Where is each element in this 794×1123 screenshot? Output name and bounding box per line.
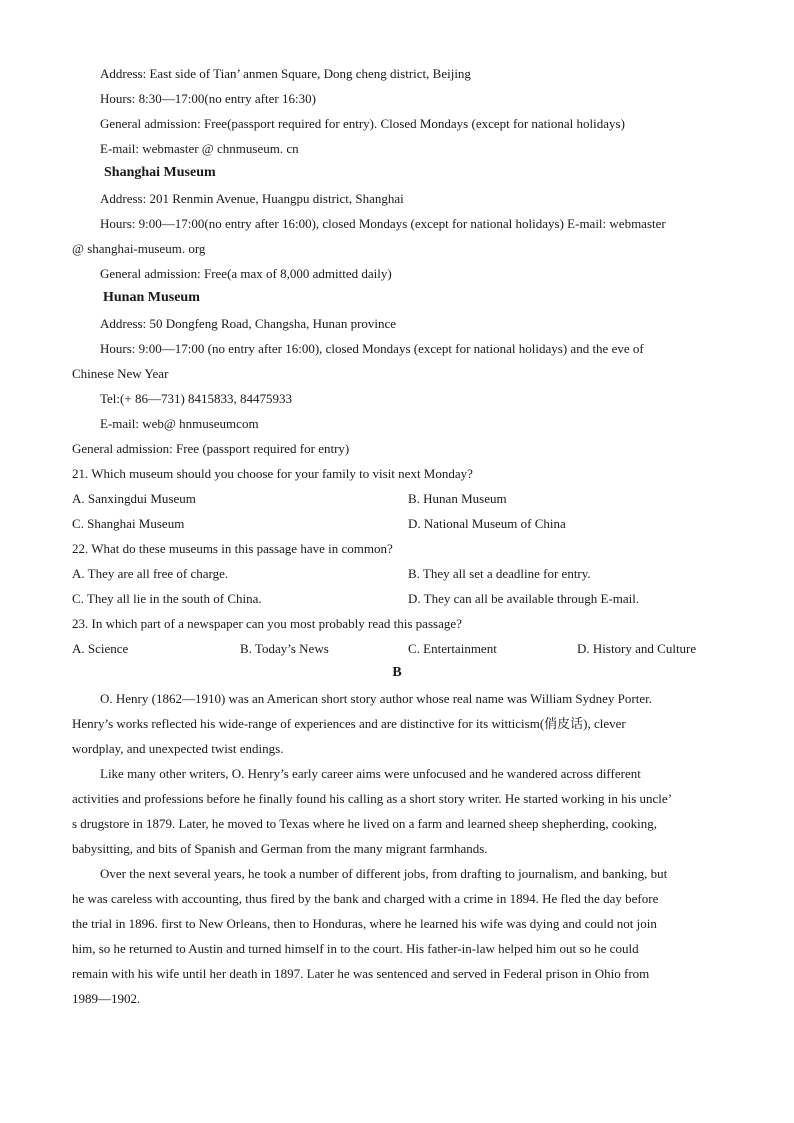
museum3-email: E-mail: web@ hnmuseumcom <box>100 416 259 431</box>
paragraph-3-line: he was careless with accounting, thus fired by the bank and charged with a crime in 1894. He fled the day before <box>72 891 659 906</box>
museum3-admission: General admission: Free (passport required for entry) <box>72 441 350 456</box>
museum3-tel: Tel:(+ 86—731) 8415833, 84475933 <box>100 391 293 406</box>
paragraph-2-line: activities and professions before he finally found his calling as a short story writer. He started working in his uncle’ <box>72 791 673 806</box>
museum2-address: Address: 201 Renmin Avenue, Huangpu district, Shanghai <box>100 191 404 206</box>
museum1-address: Address: East side of Tian’ anmen Square, Dong cheng district, Beijing <box>100 66 471 81</box>
paragraph-3-line: him, so he returned to Austin and turned himself in to the court. His father-in-law helped him out so he could <box>72 941 639 956</box>
paragraph-2-line: s drugstore in 1879. Later, he moved to Texas where he lived on a farm and learned sheep shepherding, cooking, <box>72 816 657 831</box>
paragraph-1-line: wordplay, and unexpected twist endings. <box>72 741 284 756</box>
question-23-stem: 23. In which part of a newspaper can you most probably read this passage? <box>72 616 462 631</box>
museum1-hours: Hours: 8:30—17:00(no entry after 16:30) <box>100 91 316 106</box>
question-23-option-c: C. Entertainment <box>408 641 497 656</box>
paragraph-2-line: Like many other writers, O. Henry’s early career aims were unfocused and he wandered across different <box>100 766 641 781</box>
museum3-name: Hunan Museum <box>103 290 200 305</box>
paragraph-1-line: O. Henry (1862—1910) was an American short story author whose real name was William Sydney Porter. <box>100 691 652 706</box>
question-22-stem: 22. What do these museums in this passage have in common? <box>72 541 393 556</box>
question-22-option-d: D. They can all be available through E-mail. <box>408 591 640 606</box>
section-b-label: B <box>392 665 402 680</box>
paragraph-1-line: Henry’s works reflected his wide-range of experiences and are distinctive for its witticism(俏皮话), clever <box>72 716 626 731</box>
museum2-hours-cont: @ shanghai-museum. org <box>72 241 206 256</box>
question-23-option-b: B. Today’s News <box>240 641 329 656</box>
museum2-hours: Hours: 9:00—17:00(no entry after 16:00), closed Mondays (except for national holidays) E-mail: webmaster <box>100 216 666 231</box>
question-21-option-c: C. Shanghai Museum <box>72 516 185 531</box>
museum2-name: Shanghai Museum <box>104 165 216 180</box>
paragraph-3-line: Over the next several years, he took a number of different jobs, from drafting to journalism, and banking, but <box>100 866 668 881</box>
question-23-option-a: A. Science <box>72 641 129 656</box>
question-21-stem: 21. Which museum should you choose for your family to visit next Monday? <box>72 466 473 481</box>
question-21-option-a: A. Sanxingdui Museum <box>72 491 196 506</box>
paragraph-3-line: remain with his wife until her death in 1897. Later he was sentenced and served in Federal prison in Ohio from <box>72 966 650 981</box>
museum2-admission: General admission: Free(a max of 8,000 admitted daily) <box>100 266 392 281</box>
question-23-option-d: D. History and Culture <box>577 641 697 656</box>
question-22-option-b: B. They all set a deadline for entry. <box>408 566 591 581</box>
paragraph-3-line: the trial in 1896. first to New Orleans, then to Honduras, where he learned his wife was dying and could not join <box>72 916 657 931</box>
museum1-admission: General admission: Free(passport required for entry). Closed Mondays (except for national holidays) <box>100 116 625 131</box>
museum1-email: E-mail: webmaster @ chnmuseum. cn <box>100 141 299 156</box>
question-22-option-a: A. They are all free of charge. <box>72 566 229 581</box>
question-21-option-d: D. National Museum of China <box>408 516 566 531</box>
museum3-hours-cont: Chinese New Year <box>72 366 169 381</box>
question-21-option-b: B. Hunan Museum <box>408 491 507 506</box>
paragraph-2-line: babysitting, and bits of Spanish and German from the many migrant farmhands. <box>72 841 488 856</box>
museum3-address: Address: 50 Dongfeng Road, Changsha, Hunan province <box>100 316 397 331</box>
question-22-option-c: C. They all lie in the south of China. <box>72 591 262 606</box>
paragraph-3-line: 1989—1902. <box>72 991 141 1006</box>
museum3-hours: Hours: 9:00—17:00 (no entry after 16:00), closed Mondays (except for national holidays) and the eve of <box>100 341 644 356</box>
